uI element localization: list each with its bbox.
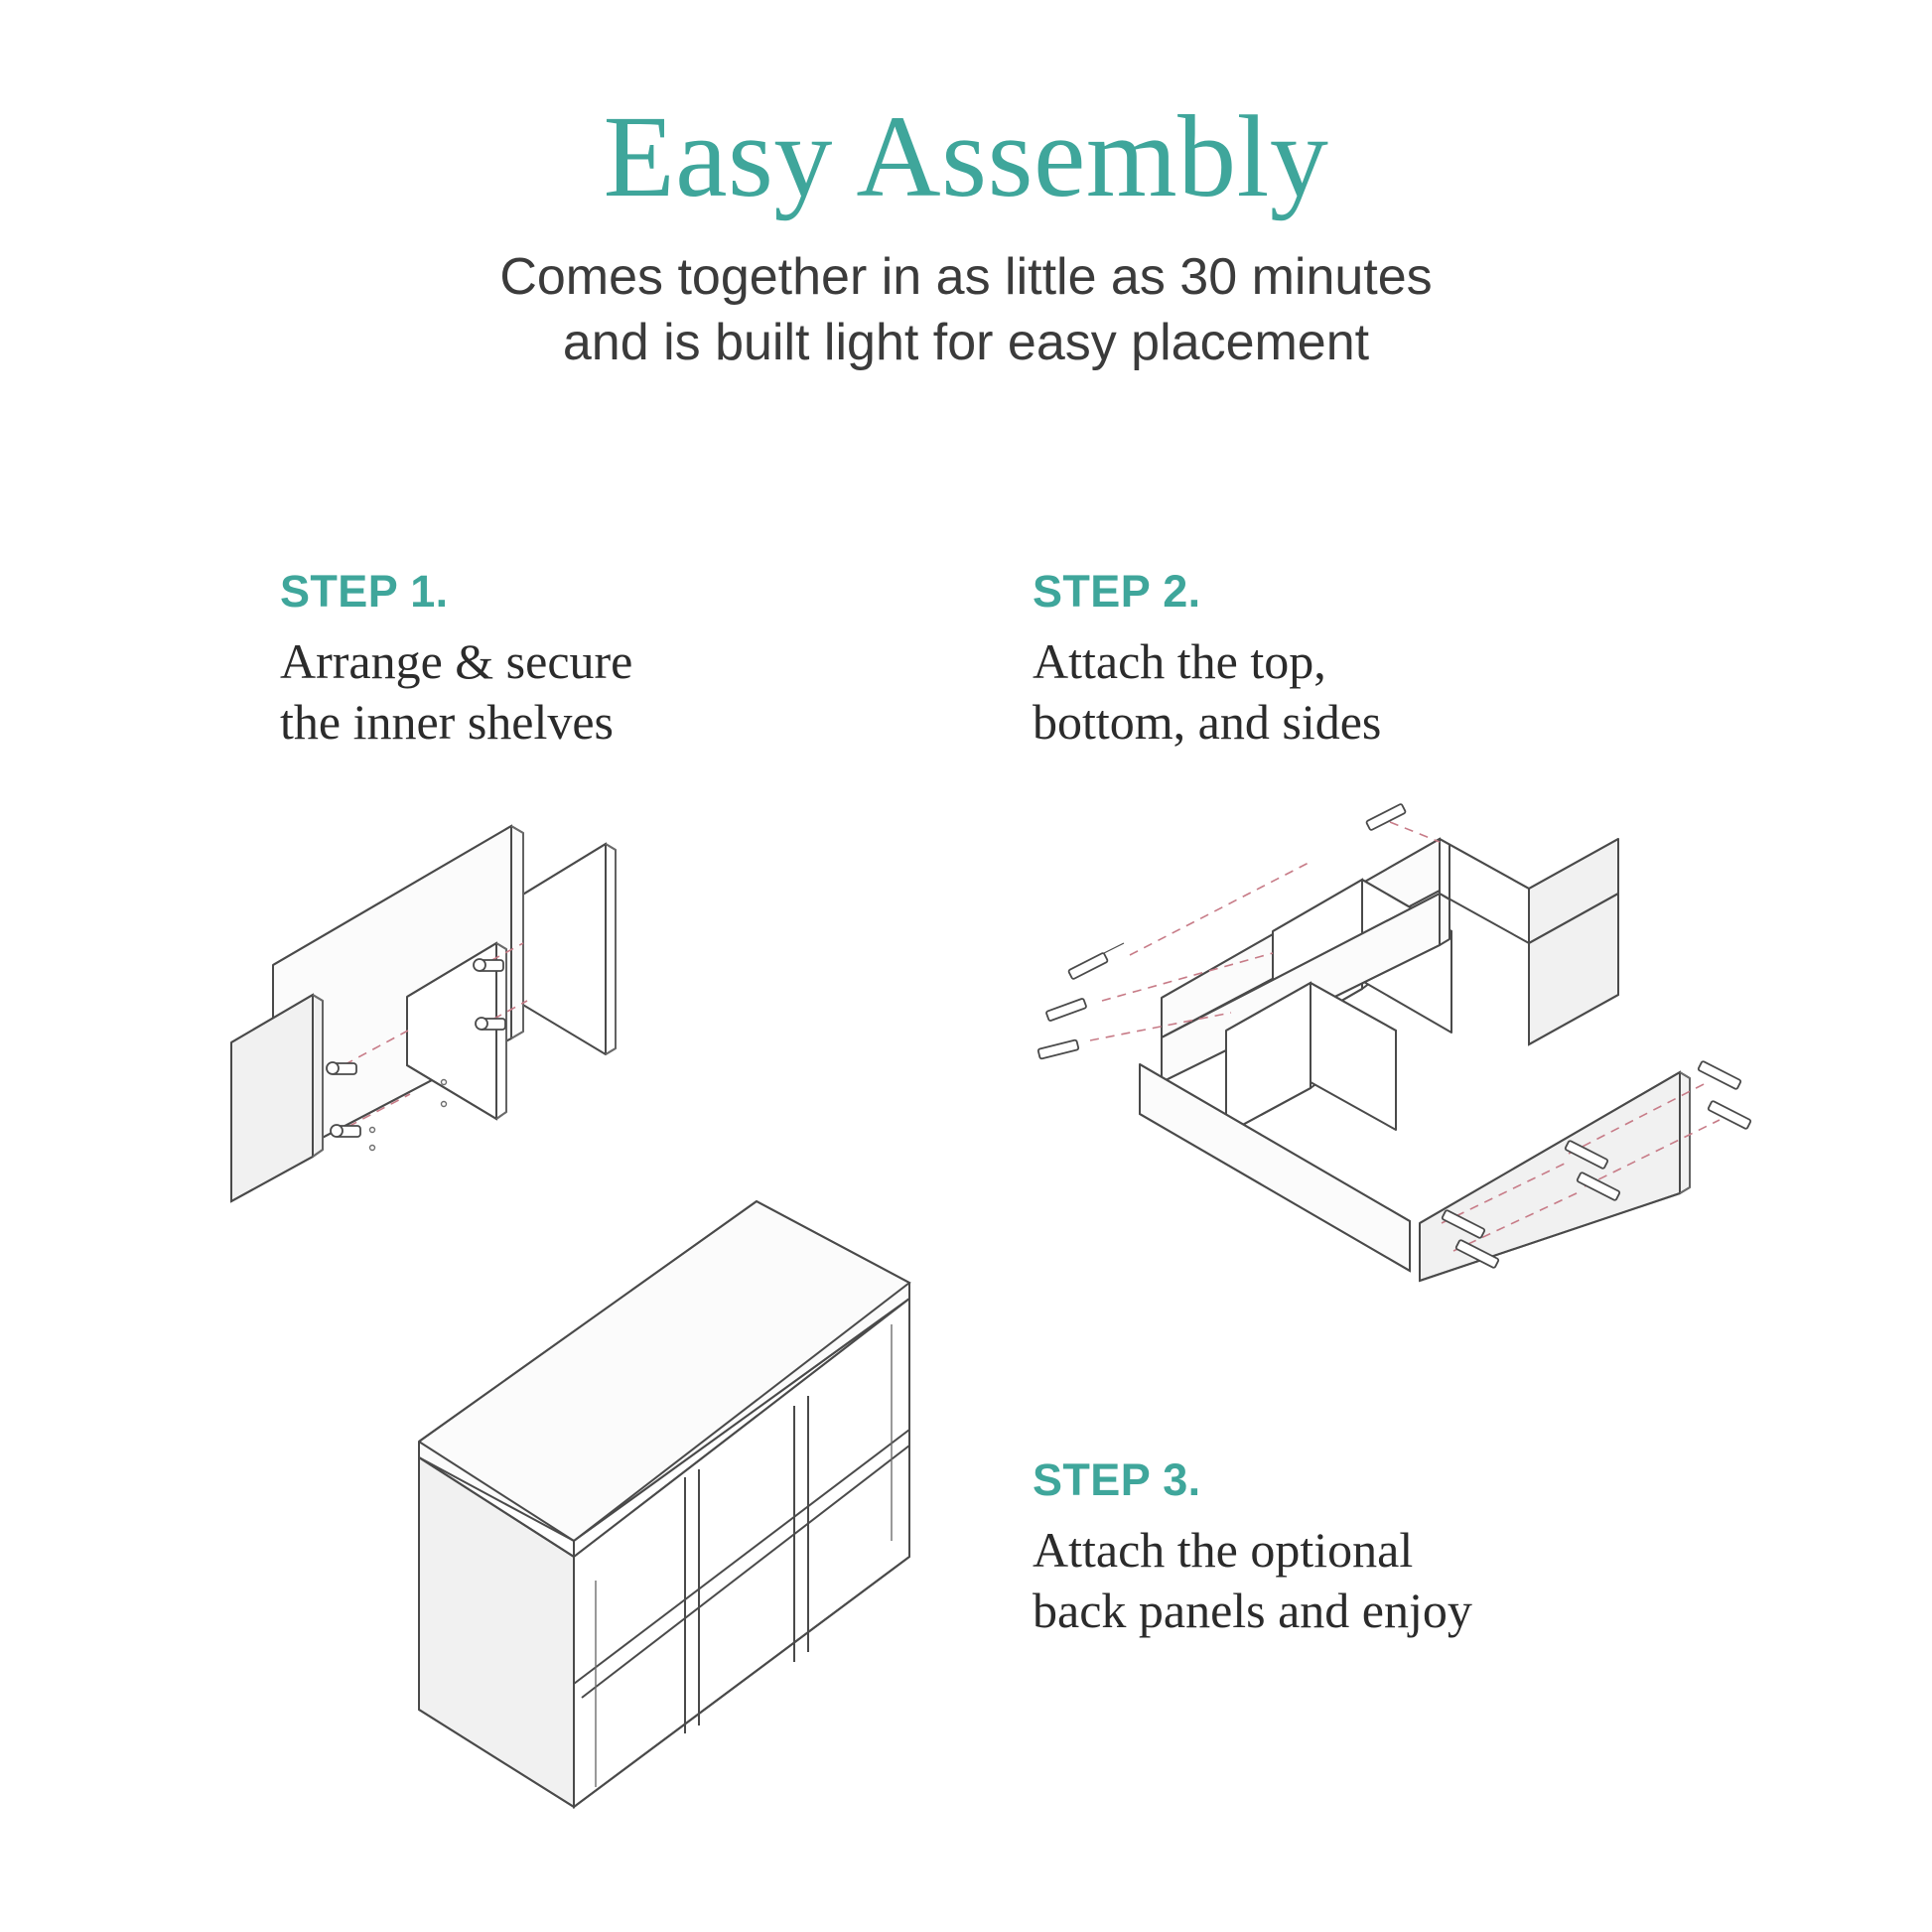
step-1-text-block — [280, 566, 632, 753]
step-2-desc-line-1: Attach the top, — [1033, 633, 1326, 689]
step-2-description — [1033, 631, 1381, 753]
subtitle-line-1: Comes together in as little as 30 minutes — [499, 247, 1433, 306]
step-1-desc-line-2: the inner shelves — [280, 694, 615, 750]
screw-right-2 — [1708, 1101, 1751, 1130]
step-3-label: STEP 3. — [1033, 1454, 1201, 1505]
finished-shelf-diagram — [407, 1191, 1062, 1827]
page-subtitle — [0, 244, 1932, 376]
step-3-text-block — [1033, 1454, 1472, 1641]
screw-top-1 — [1366, 803, 1406, 830]
step-2-label: STEP 2. — [1033, 566, 1201, 617]
screw-right-1 — [1698, 1061, 1741, 1090]
frame-with-screws-diagram — [1013, 784, 1807, 1301]
page-title: Easy Assembly — [603, 91, 1329, 221]
step-1-label: STEP 1. — [280, 566, 449, 617]
panel-vertical-back-right — [516, 844, 616, 1054]
step-2-desc-line-2: bottom, and sides — [1033, 694, 1382, 750]
step-1-illustration — [213, 784, 829, 1251]
header — [0, 91, 1932, 376]
exploded-shelf-panels-diagram — [213, 784, 829, 1251]
step-3-illustration — [407, 1191, 1062, 1827]
screw-left-3 — [1037, 1039, 1078, 1058]
step-1-desc-line-1: Arrange & secure — [280, 633, 633, 689]
step-2-text-block — [1033, 566, 1381, 753]
panel-vertical-front-left — [231, 995, 323, 1201]
inner-shelf-grid — [1162, 839, 1618, 1134]
step-3-desc-line-2: back panels and enjoy — [1033, 1583, 1472, 1638]
subtitle-line-2: and is built light for easy placement — [562, 314, 1370, 372]
screw-left-1 — [1068, 943, 1124, 980]
step-3-desc-line-1: Attach the optional — [1033, 1522, 1414, 1578]
step-2-illustration — [1013, 784, 1807, 1301]
step-1-description — [280, 631, 632, 753]
step-3-description — [1033, 1520, 1472, 1641]
screw-left-2 — [1045, 998, 1086, 1021]
